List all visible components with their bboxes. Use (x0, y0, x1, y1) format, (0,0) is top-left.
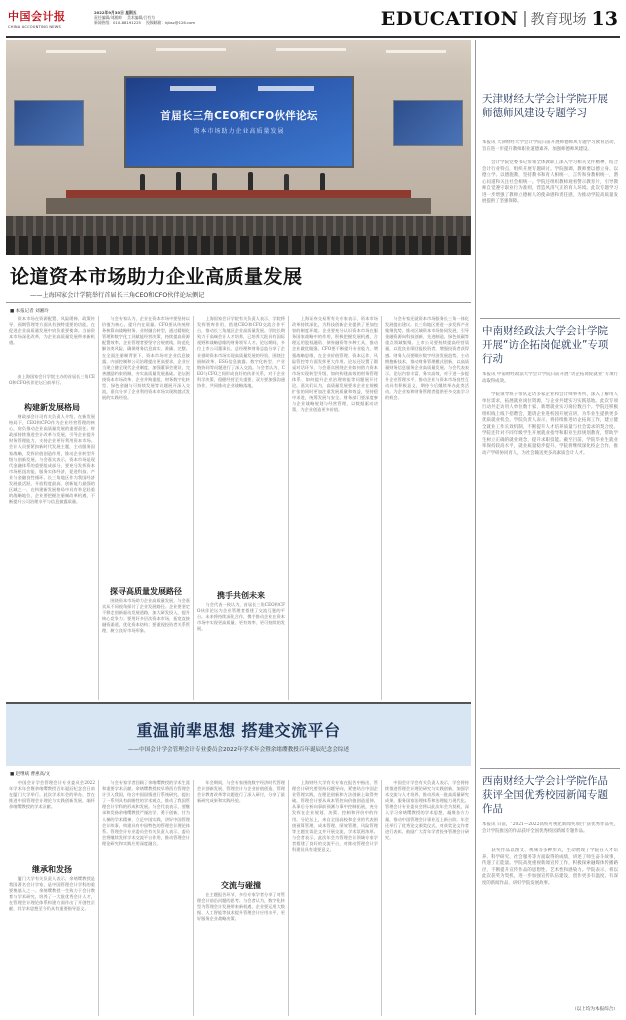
editor-info: 责任编辑/刘湘帅 (94, 15, 122, 20)
news-brief-2-body: 学院领导班子带队走访多家企业和会计师事务所，深入了解用人单位需求，拓展就业岗位资源，与企业共建实习实践基地。此次专项行动共走访用人单位数十家，新增就业实习岗位数百个。学院还积极组织线上线下招聘会，邀请企业进校园开展宣讲，为毕业生提供更多优质就业机会。学院负责人表示，将持续推进访企拓岗工作，建立健全就业工作长效机制，不断提升人才培养质量与社会需求的契合度。学院还针对不同年级学生开展就业指导和职业生涯规划教育，帮助学生树立正确的就业观念，提升求职技能。截至目前，学院毕业生就业率保持较高水平，就业质量稳步提升。学院将继续深化校企合作，推动产学研协同育人，为社会输送更多高素质会计人才。 (482, 392, 618, 456)
lead-subhead-2: 探寻高质量发展路径 (110, 587, 182, 596)
second-article-byline: ■ 赵继斌 曹惠高/文 (10, 772, 51, 777)
page-number: 13 (591, 8, 618, 30)
lead-column-3-b: 与会代表一致认为，首届长三角CEO和CFO伙伴论坛为企业管理者搭建了交流互鉴的平台。未来将持续深化合作，携手推动企业在资本市场中实现更高质量、更有效率、更可持续的发展。 (197, 602, 285, 632)
right-side-screen (393, 100, 463, 146)
lead-column-1-b: 由上海国家会计学院主办的首届长三角CEO和CFO伙伴论坛日前举行。 (9, 374, 95, 386)
news-brief-2-lead: 本报讯 中南财经政法大学会计学院日前开展“访企拓岗促就业”专项行动取得成效。 (482, 372, 618, 384)
section-divider (524, 11, 526, 27)
issue-info (94, 10, 224, 25)
news-brief-1-body: 会计学院党委书记带领全体教职工深入学习相关文件精神，结合会计行业特点，组织开展专题研讨。学院强调，教师要以德立身、以德立学、以德施教，坚持教书和育人相统一，言传和身教相统一，潜心问道和关注社会相统一。学院还组织教师观看警示教育片，引导教师自觉遵守职业行为准则，营造风清气正的育人环境。此次专题学习进一步增强了教师立德树人的使命感和责任感，为推动学院高质量发展提供了坚强保障。 (482, 160, 618, 204)
masthead (6, 6, 620, 34)
news-brief-1-title: 天津财经大学会计学院开展师德师风建设专题学习 (482, 93, 608, 119)
second-col-divider-4 (381, 780, 382, 1016)
section-header (381, 7, 618, 31)
lead-article-byline: ■ 本报记者 刘湘玲 (10, 309, 49, 314)
email-info: 投稿邮箱：kjbsz@126.com (146, 20, 196, 25)
second-col-divider-1 (98, 780, 99, 1016)
lead-column-1: 资本市场在资源配置、风险缓释、政策传导、预期管理等方面具有独特重要的功能，在促进企业高质量发展中肩负重要使命。当前资本市场深化改革，为企业高质量发展带来新机遇。 (9, 316, 95, 346)
lead-column-2-b: 围绕资本市场助力企业高质量发展，与会嘉宾从不同视角探讨了企业发展路径。企业要坚定不移走创新驱动发展道路，加大研发投入，提升核心竞争力；要用好多层次资本市场，拓宽直接融资渠道，优化资本结构；要重视投资者关系管理，树立良好市场形象。 (102, 598, 190, 634)
ceiling-lights (6, 46, 471, 60)
lead-article-headline: 论道资本市场助力企业高质量发展 (10, 266, 303, 288)
second-article-body (6, 780, 471, 1016)
second-column-3: 年会期间，与会专家围绕数字经济时代管理会计创新发展、管理会计与企业价值创造、管理会计教育改革等议题进行了深入研讨，分享了最新研究成果和实践经验。 (197, 780, 285, 804)
lead-col-divider-1 (98, 316, 99, 700)
news-brief-2-title: 中南财经政法大学会计学院开展“访企拓岗促就业”专项行动 (482, 325, 609, 365)
second-article-deck: ——中国会计学会管理会计专业委员会2022年学术年会暨余绪缨教授百年诞辰纪念会综述 (127, 747, 350, 753)
second-column-3-b: 在主题报告环节，多位专家学者分享了对管理会计前沿问题的思考。与会者认为，数字化转型为管理会计发展带来新机遇，企业要运用大数据、人工智能等技术提升管理会计应用水平，更好服务企业战略决策。 (197, 892, 285, 922)
audience-front-row (6, 236, 471, 255)
second-column-4: 上海财经大学有关专家在报告中指出，管理会计研究要坚持问题导向，紧密结合中国企业管理实践，在理论创新和方法创新上取得突破。管理会计要从成本管控向价值创造延伸，从事后分析向事前预测与事中控制拓展，充分发挥在企业规划、决策、控制和评价中的作用。分论坛上，来自全国高校和企业的代表围绕预算管理、成本管理、绩效管理、风险管理等主题宣读论文并开展交流，学术氛围浓厚。与会者表示，此次年会为管理会计领域专家学者搭建了良好的交流平台，对推动管理会计学科建设具有重要意义。 (292, 780, 378, 853)
second-column-5: 中国会计学会有关负责人表示，学会将持续推进管理会计理论研究与实践创新，加强学术交流与人才培养，推动形成一批高质量研究成果，服务国家治理体系和治理能力现代化。管理会计专业委员会将以此次年会为契机，深入学习余绪缨教授的学术思想，凝聚各方力量，推动中国管理会计事业迈上新台阶。年会还举行了优秀论文颁奖仪式，对获奖论文作者进行表彰，鼓励广大青年学者投身管理会计研究。 (385, 780, 469, 840)
screen-logo-right (258, 86, 314, 91)
section-english: EDUCATION (380, 8, 519, 30)
lead-title-rule (6, 302, 471, 303)
news-brief-3-title: 西南财经大学会计学院作品获评全国优秀校园新闻专题作品 (482, 775, 608, 815)
news-brief-source-note: （以上均为本报综合） (572, 1007, 618, 1012)
right-news-column (480, 40, 620, 1015)
news-brief-1-lead: 本报讯 天津财经大学会计学院日前开展师德师风专题学习教育活动，旨在进一步提升教师职业道德素养，加强师德师风建设。 (482, 140, 618, 152)
section-chinese: 教育现场 (530, 12, 587, 28)
lead-article-deck: ——上海国家会计学院举行首届长三角CEO和CFO伙伴论坛侧记 (30, 292, 205, 299)
lead-subhead-1: 构建新发展格局 (24, 403, 80, 412)
logo-text: 中国会计报 (8, 10, 66, 23)
issue-date: 2022年9月30日 星期五 (94, 10, 137, 15)
lead-column-5: 与会专家还就资本市场服务长三角一体化发展提出建议。长三角地区要进一步发挥产业集聚优势，推动区域资本市场协同发展，引导金融资源向科技创新、先进制造、绿色低碳等重点领域集聚。上市公司要持续提高经营质量，以优良业绩回报投资者，增强投资者获得感。财务人员要顺应数字经济发展趋势，主动拥抱新技术，推动财务管理模式创新，以高质量财务信息服务企业高质量发展。与会代表表示，论坛内容丰富、务实高效，对于进一步提升企业管理水平、推动企业与资本市场良性互动具有积极意义，期待今后继续举办此类活动，为企业家和财务管理者提供更多交流学习的机会。 (385, 316, 469, 401)
news-brief-3-body: 获奖作品以图文、视频等多种形式，生动展现了学院在人才培养、科学研究、社会服务等方面取得的成绩，讲述了师生奋斗故事，传递了正能量。学院高度重视新闻宣传工作，积极探索融媒体传播路径，不断提升宣传作品的思想性、艺术性和感染力。学院表示，将以此次获奖为契机，进一步加强宣传队伍建设，创作更多有温度、有深度的新闻作品，讲好学院发展故事。 (482, 848, 618, 886)
lead-col-divider-4 (381, 316, 382, 700)
lead-col-divider-3 (288, 316, 289, 700)
second-col-divider-3 (288, 780, 289, 1016)
lead-col-divider-2 (193, 316, 194, 700)
forum-stage-photo (6, 40, 471, 255)
lead-column-1-c: 财政部会计司有关负责人介绍，在新发展格局下，CEO和CFO作为企业经营管理的核心，肩负推动企业高质量发展的重要责任。财政部持续推进会计改革与发展，引导企业提升财务管理能力，支持企业更好利用资本市场。会计人员要紧扣新时代发展主题，主动服务国家战略，发挥价值创造作用，推动企业转型升级与创新发展。与会嘉宾表示，资本市场是现代金融体系的重要组成部分，要充分发挥资本市场枢纽功能，服务实体经济，促进科技、产业与金融良性循环。长三角地区作为我国经济发展最活跃、开放程度最高、创新能力最强的区域之一，在构建新发展格局中具有举足轻重的战略地位，企业要把握注册制改革机遇，不断提升公司治理水平与信息披露质量。 (9, 414, 95, 505)
designer-info: 美术编辑/吕有为 (127, 15, 155, 20)
left-side-screen (14, 100, 84, 146)
second-subhead-2: 交流与碰撞 (221, 881, 261, 890)
news-brief-divider-2 (480, 768, 620, 769)
main-stage-screen (124, 76, 354, 168)
newspaper-logo (8, 8, 78, 29)
second-column-2: 与会专家学者回顾了余绪缨教授的学术生涯和重要学术贡献。余绪缨教授较早将西方管理会计引入我国，结合中国国情进行系统研究，提出了一系列具有前瞻性的学术观点，推动了我国管理会计学科的形成和发展。与会代表表示，要继承和发扬余绪缨教授严谨治学、勇于创新、甘为人梯的学术精神，立足中国实践，讲好中国管理会计故事，构建具有中国特色的管理会计理论体系。管理会计专业委员会有关负责人表示，委员会将继续发挥学术交流平台作用，推动管理会计理论研究和实践应用深度融合。 (102, 780, 190, 846)
lead-article-body (6, 316, 471, 700)
lead-subhead-3: 携手共创未来 (217, 591, 265, 600)
second-column-1: 中国会计学会管理会计专业委员会2022年学术年会暨余绪缨教授百年诞辰纪念会日前在厦门大学举行。此次学术年会的举办，旨在推进中国管理会计理论与实践创新发展，缅怀余绪缨教授的学术贡献。 (9, 780, 95, 810)
second-col-divider-2 (193, 780, 194, 1016)
hotline-info: 新闻热线：010-88191225 (94, 20, 141, 25)
news-brief-3-lead: 本报讯 日前，“2021—2022高校可视化新闻奖项目”获优秀作品奖，会计学院推送的作品获评全国优秀校园新闻专题作品。 (482, 822, 618, 834)
masthead-rule (6, 36, 620, 38)
lead-column-3: 上海国家会计学院有关负责人表示，学院将发挥智库作用，搭建CEO和CFO交流合作平台，推动长三角地区企业高质量发展。学院长期致力于高端会计人才培养，已培养大批具有国际视野和战略思维的财务领军人才。论坛期间，多位上市公司董事长、总经理和财务总监分享了企业借助资本市场实现高质量发展的经验，围绕注册制改革、ESG信息披露、数字化转型、产业链协同等问题进行了深入交流。与会者认为，CEO与CFO之间形成良好的伙伴关系，对于企业科学决策、稳健经营至关重要，双方要加强沟通协作，共同推动企业战略落地。 (197, 316, 285, 389)
logo-english: CHINA ACCOUNTING NEWS (8, 25, 61, 29)
right-column-border (475, 40, 476, 1015)
lead-column-2: 与会专家认为，企业在资本市场中要坚持以价值为核心，提升内在质量。CFO要从传统财务核算向战略财务、业财融合转型，通过精细化管理和数字化工具赋能经营决策，持续提高资源配置效率。企业管理者要坚守合规底线，防范化解各类风险，确保财务信息真实、准确、完整。在全面注册制背景下，资本市场对企业信息披露、内部控制和公司治理提出更高要求，企业应当建立健全现代企业制度，加强董事会建设，完善激励约束机制，夯实高质量发展基础。论坛围绕资本市场改革、企业并购重组、财务数字化转型、绿色金融与可持续发展等议题展开深入交流，嘉宾分享了企业利用资本市场实现跨越式发展的实践经验。 (102, 316, 190, 401)
news-brief-divider-1 (480, 318, 620, 319)
screen-logo-left (170, 86, 216, 91)
second-article-title-block (6, 704, 471, 766)
second-subhead-1: 继承和发扬 (32, 865, 72, 874)
speaker-figures (126, 168, 356, 192)
stage-front (46, 198, 431, 214)
banner-title: 首届长三角CEO和CFO伙伴论坛 (160, 110, 318, 122)
second-article-headline: 重温前辈思想 搭建交流平台 (136, 721, 341, 740)
lead-column-4: 上海证券交易所有关专家表示，资本市场改革持续深化，为科技创新企业提供了更加包容的制度环境。企业要充分认识资本市场在服务国家战略中的作用，积极把握发展机遇，合理运用股权融资、债券融资等多种工具，推动企业做优做强。CFO要不断提升专业能力，增强战略思维，在企业价值管理、资本运作、风险管控等方面发挥更大作用。论坛还设置了圆桌对话环节，与会嘉宾围绕企业如何借力资本市场实现转型升级、如何构建高效的财务管理体系、如何提升企业治理效能等问题展开讨论。嘉宾们认为，高质量发展要求企业在规模扩张的同时更加注重发展质量和效益，坚持稳中求进，统筹发展与安全。财务部门要深度参与企业战略规划与经营管理，以数据驱动决策，为企业创造更多价值。 (292, 316, 378, 413)
second-column-1-b: 厦门大学有关负责人表示，余绪缨教授是我国著名会计学家，是中国管理会计学科的重要奠基人之一。余绪缨教授一生致力于会计教育与学术研究，培养了一大批优秀会计人才，在管理会计理论体系构建方面作出了开创性贡献，其学术思想至今仍具有重要指导意义。 (9, 876, 95, 912)
banner-subtitle: 资本市场助力企业高质量发展 (193, 128, 285, 135)
